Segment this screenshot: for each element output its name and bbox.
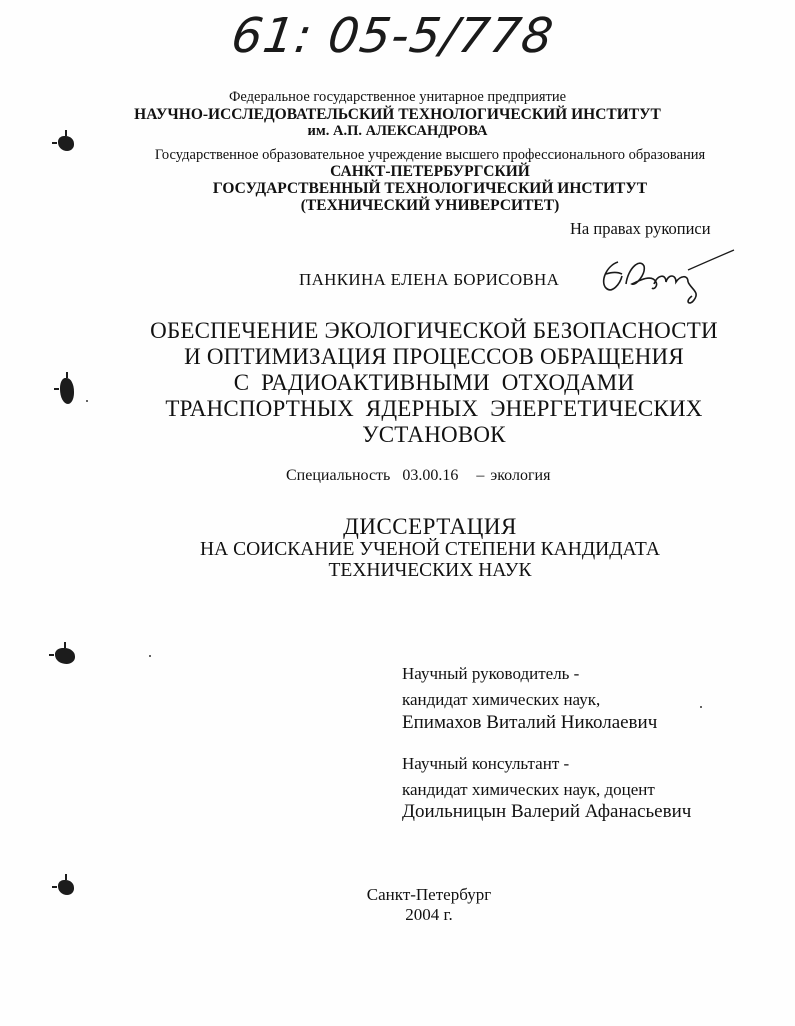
- title-line: С РАДИОАКТИВНЫМИ ОТХОДАМИ: [233, 370, 635, 395]
- org1-named-after: им. А.П. АЛЕКСАНДРОВА: [307, 123, 488, 139]
- degree-field: ТЕХНИЧЕСКИХ НАУК: [328, 560, 532, 581]
- author-name: ПАНКИНА ЕЛЕНА БОРИСОВНА: [299, 270, 560, 289]
- binding-mark: [58, 136, 74, 151]
- speck: [700, 706, 702, 708]
- specialty: Специальность 03.00.16 – экология: [286, 467, 551, 484]
- year: 2004 г.: [405, 905, 453, 924]
- supervisor-degree: кандидат химических наук,: [402, 690, 601, 709]
- supervisor-name: Епимахов Виталий Николаевич: [402, 712, 658, 733]
- degree-line: НА СОИСКАНИЕ УЧЕНОЙ СТЕПЕНИ КАНДИДАТА: [200, 539, 660, 560]
- author-signature: [596, 244, 736, 314]
- consultant-role: Научный консультант -: [402, 754, 570, 773]
- title-line: И ОПТИМИЗАЦИЯ ПРОЦЕССОВ ОБРАЩЕНИЯ: [184, 344, 684, 369]
- manuscript-note: На правах рукописи: [570, 219, 711, 238]
- speck: [149, 655, 151, 657]
- consultant-name: Доильницын Валерий Афанасьевич: [402, 801, 692, 822]
- dissertation-type: [0, 514, 795, 581]
- supervisor-role: Научный руководитель -: [402, 664, 580, 683]
- archive-code: 61: 05-5/778: [228, 8, 558, 64]
- dissertation-title: [0, 318, 795, 448]
- title-line: УСТАНОВОК: [362, 422, 506, 447]
- org2-city: САНКТ-ПЕТЕРБУРГСКИЙ: [330, 163, 530, 180]
- org2-type: Государственное образовательное учреждение высшего профессионального образования: [154, 147, 706, 163]
- binding-mark: [55, 648, 75, 664]
- title-line: ОБЕСПЕЧЕНИЕ ЭКОЛОГИЧЕСКОЙ БЕЗОПАСНОСТИ: [150, 318, 718, 343]
- org1-name: НАУЧНО-ИССЛЕДОВАТЕЛЬСКИЙ ТЕХНОЛОГИЧЕСКИЙ ИНСТИТУТ: [134, 106, 661, 123]
- binding-mark: [60, 378, 74, 404]
- title-line: ТРАНСПОРТНЫХ ЯДЕРНЫХ ЭНЕРГЕТИЧЕСКИХ: [165, 396, 703, 421]
- dissertation-heading: ДИССЕРТАЦИЯ: [343, 514, 517, 539]
- binding-mark: [58, 880, 74, 895]
- city: Санкт-Петербург: [366, 885, 492, 904]
- consultant-degree: кандидат химических наук, доцент: [402, 780, 655, 799]
- org1-type: Федеральное государственное унитарное предприятие: [228, 89, 567, 105]
- speck: [86, 400, 88, 402]
- org2-name: ГОСУДАРСТВЕННЫЙ ТЕХНОЛОГИЧЕСКИЙ ИНСТИТУТ: [212, 180, 648, 197]
- org2-status: (ТЕХНИЧЕСКИЙ УНИВЕРСИТЕТ): [300, 197, 560, 214]
